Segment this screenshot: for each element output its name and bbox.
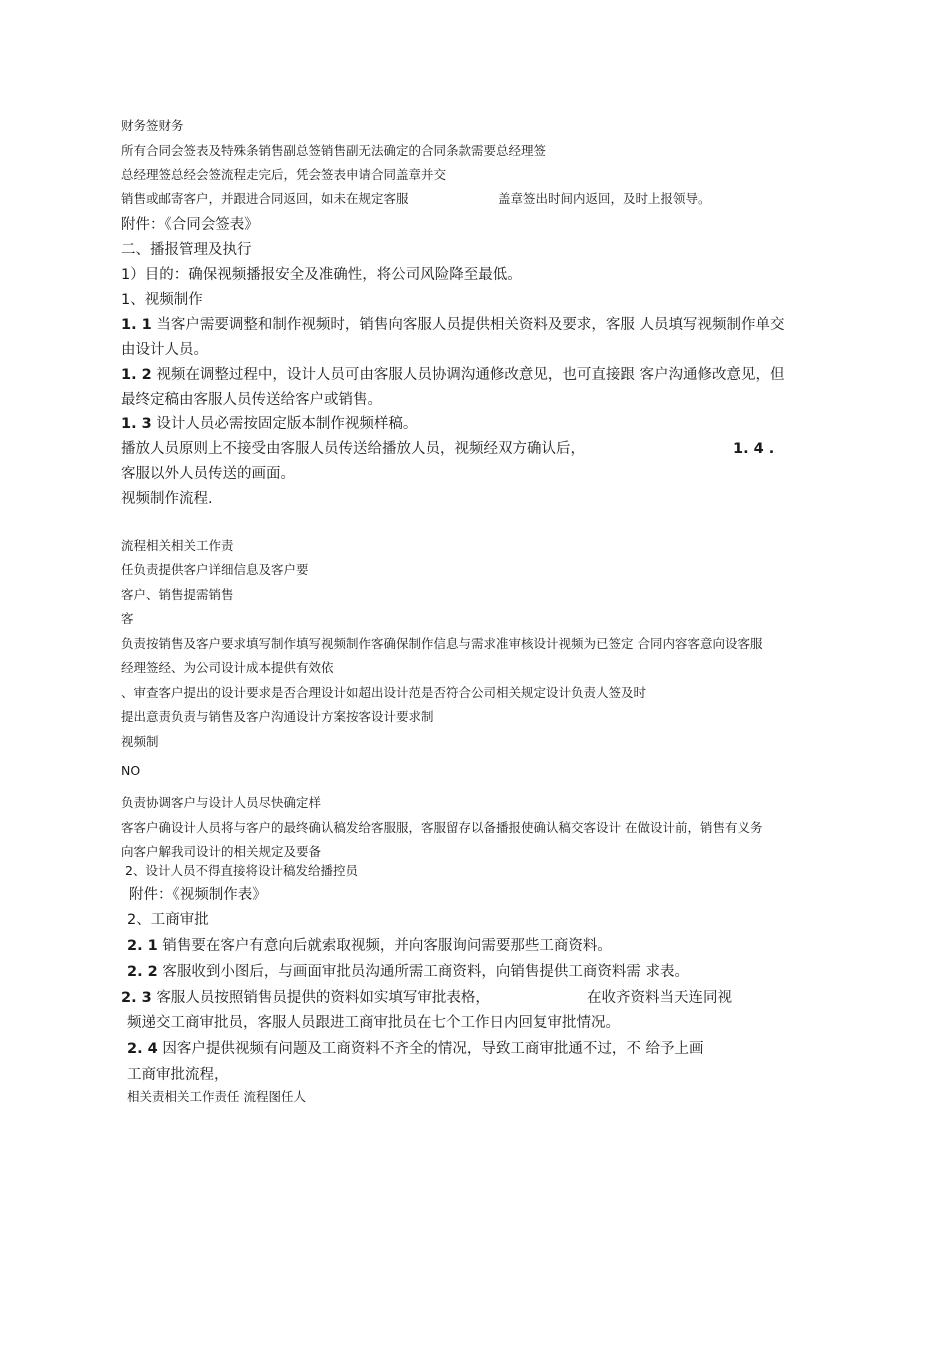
text-line: 视频制 bbox=[121, 734, 159, 749]
item-number: 1. 1 bbox=[121, 317, 152, 333]
text-line: 提出意责负责与销售及客户沟通设计方案按客设计要求制 bbox=[121, 709, 434, 724]
item-1-2 bbox=[121, 368, 784, 383]
item-2-1 bbox=[127, 939, 612, 954]
item-text: 设计人员必需按固定版本制作视频样稿。 bbox=[156, 416, 418, 432]
item-number: 2. 3 bbox=[121, 990, 152, 1006]
item-text: 客服人员按照销售员提供的资料如实填写审批表格， bbox=[156, 990, 490, 1006]
item-text: 当客户需要调整和制作视频时，销售向客服人员提供相关资料及要求，客服 人员填写视频制作单交 bbox=[156, 317, 785, 333]
text-line: 向客户解我司设计的相关规定及要备 bbox=[121, 844, 322, 859]
text-line: 播放人员原则上不接受由客服人员传送给播放人员，视频经双方确认后， bbox=[121, 441, 585, 457]
item-number: 2. 1 bbox=[127, 938, 158, 954]
text-line: 客户、销售提需销售 bbox=[121, 587, 234, 602]
item-1-3 bbox=[121, 417, 417, 432]
item-number: 1. 4 . bbox=[733, 441, 775, 457]
item-number: 2. 4 bbox=[127, 1041, 158, 1057]
text-line: 视频制作流程. bbox=[121, 491, 213, 507]
text-line: 流程相关相关工作责 bbox=[121, 538, 234, 553]
text-line: 最终定稿由客服人员传送给客户或销售。 bbox=[121, 392, 382, 408]
item-2-3 bbox=[121, 991, 490, 1006]
item-text: 视频在调整过程中，设计人员可由客服人员协调沟通修改意见，也可直接跟 客户沟通修改意见，但 bbox=[156, 367, 785, 383]
text-line: 盖章签出时间内返回，及时上报领导。 bbox=[498, 191, 711, 206]
item-1-1 bbox=[121, 318, 784, 333]
text-line: 总经理签总经会签流程走完后，凭会签表申请合同盖章并交 bbox=[121, 167, 447, 182]
text-line: 在收齐资料当天连同视 bbox=[587, 990, 732, 1006]
section-heading: 二、播报管理及执行 bbox=[121, 242, 252, 258]
item-2-4 bbox=[127, 1042, 703, 1057]
text-line: 客 bbox=[121, 611, 134, 626]
text-line: 销售或邮寄客户，并跟进合同返回，如未在规定客服 bbox=[121, 191, 409, 206]
attachment-line: 附件：《合同会签表》 bbox=[121, 217, 259, 233]
text-line: 、审查客户提出的设计要求是否合理设计如超出设计范是否符合公司相关规定设计负责人签及时 bbox=[121, 685, 647, 700]
text-line: 客服以外人员传送的画面。 bbox=[121, 466, 295, 482]
text-line: 频递交工商审批员，客服人员跟进工商审批员在七个工作日内回复审批情况。 bbox=[127, 1015, 620, 1031]
item-number: 2. 2 bbox=[127, 964, 158, 980]
attachment-line: 附件：《视频制作表》 bbox=[129, 887, 267, 903]
text-line: 经理签经、为公司设计成本提供有效依 bbox=[121, 660, 334, 675]
text-line: 工商审批流程， bbox=[127, 1067, 229, 1083]
text-line: NO bbox=[121, 763, 141, 778]
text-line: 任负责提供客户详细信息及客户要 bbox=[121, 562, 309, 577]
item-text: 客服收到小图后，与画面审批员沟通所需工商资料，向销售提供工商资料需 求表。 bbox=[162, 964, 689, 980]
text-line: 2、设计人员不得直接将设计稿发给播控员 bbox=[125, 863, 358, 878]
text-line: 由设计人员。 bbox=[121, 342, 208, 358]
text-line: 所有合同会签表及特殊条销售副总签销售副无法确定的合同条款需要总经理签 bbox=[121, 143, 547, 158]
text-line: 负责协调客户与设计人员尽快确定样 bbox=[121, 795, 322, 810]
item-number: 1. 3 bbox=[121, 416, 152, 432]
text-line: 客客户确设计人员将与客户的最终确认稿发给客服服，客服留存以备播报使确认稿交客设计 在做设计前，销售有义务 bbox=[121, 820, 763, 835]
text-line: 负责按销售及客户要求填写制作填写视频制作客确保制作信息与需求准审核设计视频为已签定 合同内容客意向设客服 bbox=[121, 636, 763, 651]
item-text: 销售要在客户有意向后就索取视频，并向客服询问需要那些工商资料。 bbox=[162, 938, 612, 954]
item-number: 1. 2 bbox=[121, 367, 152, 383]
text-line: 相关责相关工作责任 流程图任人 bbox=[127, 1089, 306, 1104]
subsection-heading: 2、工商审批 bbox=[127, 912, 209, 928]
text-line: 财务签财务 bbox=[121, 118, 184, 133]
subsection-heading: 1、视频制作 bbox=[121, 292, 203, 308]
text-line: 1）目的：确保视频播报安全及准确性，将公司风险降至最低。 bbox=[121, 267, 522, 283]
item-2-2 bbox=[127, 965, 689, 980]
item-text: 因客户提供视频有问题及工商资料不齐全的情况，导致工商审批通不过，不 给予上画 bbox=[162, 1041, 704, 1057]
